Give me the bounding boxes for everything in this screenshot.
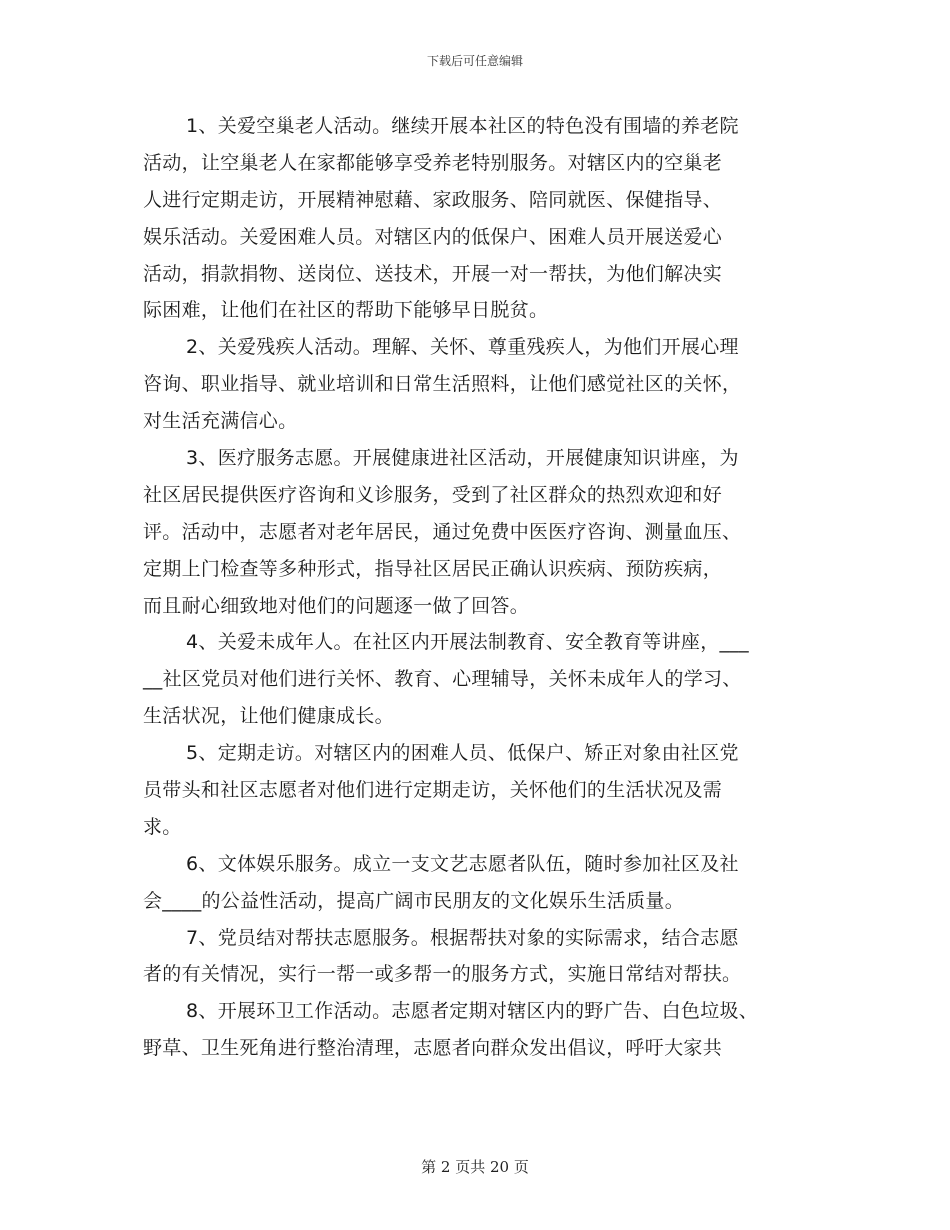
- text-line: 对生活充满信心。: [143, 410, 298, 433]
- text-line: 6、文体娱乐服务。成立一支文艺志愿者队伍，随时参加社区及社: [186, 852, 739, 875]
- text-line: 际困难，让他们在社区的帮助下能够早日脱贫。: [143, 299, 549, 322]
- text-line: 生活状况，让他们健康成长。: [143, 705, 394, 728]
- text-line: 4、关爱未成年人。在社区内开展法制教育、安全教育等讲座，___: [186, 631, 749, 654]
- text-line: 而且耐心细致地对他们的问题逐一做了回答。: [143, 594, 530, 617]
- text-line: 员带头和社区志愿者对他们进行定期走访，关怀他们的生活状况及需: [143, 779, 723, 802]
- page-header: 下载后可任意编辑: [426, 54, 523, 68]
- text-line: 者的有关情况，实行一帮一或多帮一的服务方式，实施日常结对帮扶。: [143, 963, 742, 986]
- page-footer: 第 2 页共 20 页: [421, 1158, 529, 1176]
- text-line: 2、关爱残疾人活动。理解、关怀、尊重残疾人，为他们开展心理: [186, 336, 739, 359]
- text-line: 会____的公益性活动，提高广阔市民朋友的文化娱乐生活质量。: [143, 889, 685, 912]
- text-line: 娱乐活动。关爱困难人员。对辖区内的低保户、困难人员开展送爱心: [143, 225, 723, 248]
- text-line: 7、党员结对帮扶志愿服务。根据帮扶对象的实际需求，结合志愿: [186, 926, 739, 949]
- text-line: 评。活动中，志愿者对老年居民，通过免费中医医疗咨询、测量血压、: [143, 520, 742, 543]
- text-line: 活动，让空巢老人在家都能够享受养老特别服务。对辖区内的空巢老: [143, 151, 723, 174]
- text-line: 定期上门检查等多种形式，指导社区居民正确认识疾病、预防疾病，: [143, 557, 723, 580]
- text-line: 咨询、职业指导、就业培训和日常生活照料，让他们感觉社区的关怀，: [143, 373, 742, 396]
- text-line: 5、定期走访。对辖区内的困难人员、低保户、矫正对象由社区党: [186, 742, 739, 765]
- text-line: 社区居民提供医疗咨询和义诊服务，受到了社区群众的热烈欢迎和好: [143, 483, 723, 506]
- text-line: 活动，捐款捐物、送岗位、送技术，开展一对一帮扶，为他们解决实: [143, 262, 723, 285]
- text-line: __社区党员对他们进行关怀、教育、心理辅导，关怀未成年人的学习、: [143, 668, 742, 691]
- text-line: 求。: [143, 815, 182, 838]
- text-line: 3、医疗服务志愿。开展健康进社区活动，开展健康知识讲座，为: [186, 447, 739, 470]
- document-body: [143, 108, 823, 1067]
- text-line: 人进行定期走访，开展精神慰藉、家政服务、陪同就医、保健指导、: [143, 188, 723, 211]
- text-line: 8、开展环卫工作活动。志愿者定期对辖区内的野广告、白色垃圾、: [186, 1000, 759, 1023]
- text-line: 野草、卫生死角进行整治清理，志愿者向群众发出倡议，呼吁大家共: [143, 1037, 723, 1060]
- text-line: 1、关爱空巢老人活动。继续开展本社区的特色没有围墙的养老院: [186, 115, 739, 137]
